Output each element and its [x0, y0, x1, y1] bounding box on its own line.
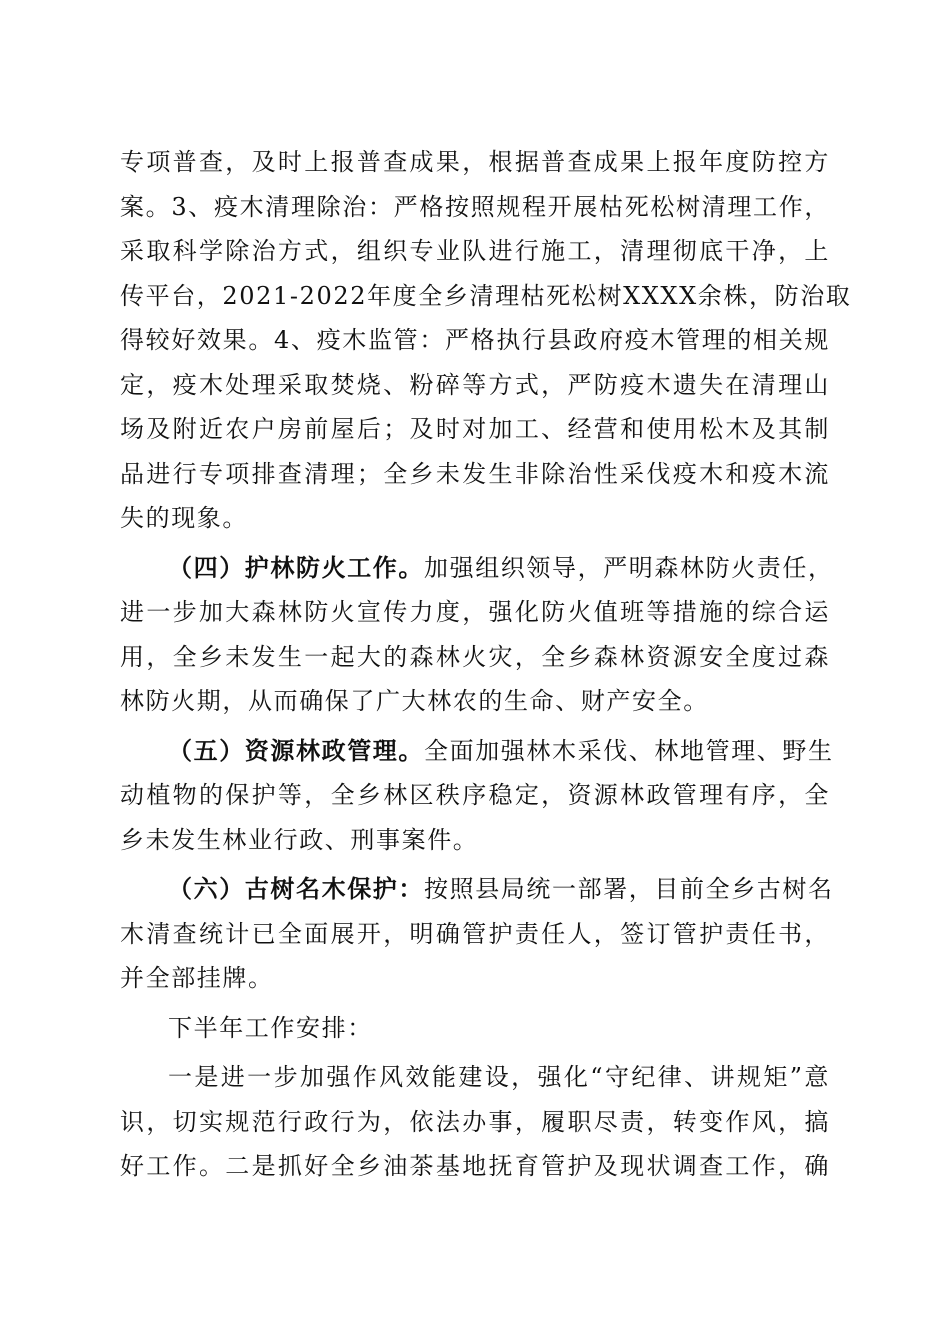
text-line: 案。3、疫木清理除治：严格按照规程开展枯死松树清理工作，: [120, 192, 830, 221]
text-line: 下半年工作安排：: [168, 1013, 373, 1042]
paragraph-forest-administration: [120, 729, 834, 863]
text-line: [120, 729, 834, 774]
section-heading-ancient-trees: （六）古树名木保护：: [168, 875, 424, 903]
paragraph-fire-prevention: [120, 546, 834, 724]
text-line: 传平台，2021-2022年度全乡清理枯死松树XXXX余株，防治取: [120, 281, 852, 310]
section-text: 全面加强林木采伐、林地管理、野生: [424, 736, 834, 765]
section-heading-fire-prevention: （四）护林防火工作。: [168, 553, 424, 582]
text-line: 品进行专项排查清理；全乡未发生非除治性采伐疫木和疫木流: [120, 459, 830, 488]
text-line: 失的现象。: [120, 504, 248, 532]
text-line: 乡未发生林业行政、刑事案件。: [120, 825, 479, 854]
section-text: 加强组织领导，严明森林防火责任，: [424, 553, 834, 582]
section-heading-forest-administration: （五）资源林政管理。: [168, 736, 424, 765]
paragraph-ancient-trees: [120, 867, 834, 1001]
text-line: 用，全乡未发生一起大的森林火灾，全乡森林资源安全度过森: [120, 642, 830, 671]
text-line: 好工作。二是抓好全乡油茶基地抚育管护及现状调查工作，确: [120, 1152, 830, 1180]
section-text: 按照县局统一部署，目前全乡古树名: [424, 875, 834, 903]
text-line: 识，切实规范行政行为，依法办事，履职尽责，转变作风，搞: [120, 1107, 830, 1136]
paragraph-second-half-plan-title: [120, 1006, 830, 1051]
text-line: 一是进一步加强作风效能建设，强化“守纪律、讲规矩”意: [168, 1063, 830, 1091]
paragraph-second-half-plan: [120, 1055, 830, 1189]
text-line: 定，疫木处理采取焚烧、粉碎等方式，严防疫木遗失在清理山: [120, 370, 830, 399]
text-line: 林防火期，从而确保了广大林农的生命、财产安全。: [120, 687, 709, 715]
document-body: [120, 140, 852, 1189]
text-line: 进一步加大森林防火宣传力度，强化防火值班等措施的综合运: [120, 598, 830, 626]
text-line: 专项普查，及时上报普查成果，根据普查成果上报年度防控方: [120, 148, 830, 176]
text-line: 得较好效果。4、疫木监管：严格执行县政府疫木管理的相关规: [120, 326, 830, 354]
text-line: 场及附近农户房前屋后；及时对加工、经营和使用松木及其制: [120, 415, 830, 443]
text-line: 木清查统计已全面展开，明确管护责任人，签订管护责任书，: [120, 919, 830, 948]
text-line: 动植物的保护等，全乡林区秩序稳定，资源林政管理有序，全: [120, 781, 830, 809]
text-line: [120, 546, 834, 591]
paragraph-pine-wilt-control: [120, 140, 852, 541]
text-line: 并全部挂牌。: [120, 964, 274, 992]
text-line: [120, 867, 834, 912]
text-line: 采取科学除治方式，组织专业队进行施工，清理彻底干净，上: [120, 237, 830, 265]
